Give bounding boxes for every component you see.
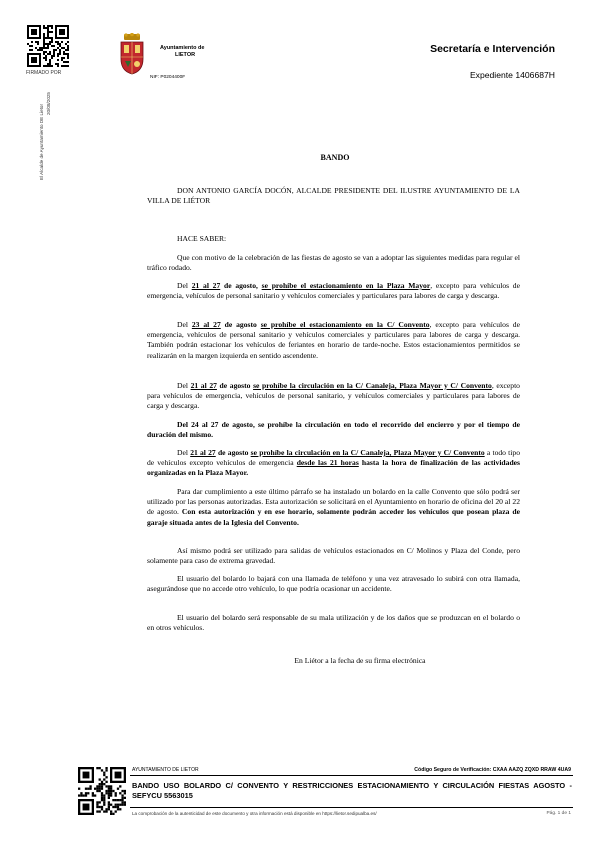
footer-divider-bottom bbox=[130, 807, 573, 808]
footer-divider-top bbox=[130, 775, 573, 776]
p7-b: Con esta autorización y en ese horario, solamente podrán acceder los vehículos que posean plaza de garaje situada antes de la Iglesia del Convento. bbox=[147, 507, 520, 527]
paragraph-7 bbox=[147, 487, 520, 528]
p6-time: desde las 21 horas bbox=[296, 458, 359, 468]
p3-e: , excepto para vehículos de emergencia, vehículos de personal sanitario y vehículos comerciales y particulares para labores de carga y descarga. También podrán estacionar los vehículos de feriantes en horario de tarde-noche. Estos estacionamientos permitidos se realizarán en la margen izquierda en sentido ascendente. bbox=[147, 320, 520, 360]
p3-rule: se prohíbe el estacionamiento en la C/ Convento bbox=[260, 320, 430, 329]
paragraph-1 bbox=[147, 253, 520, 273]
firmado-por-label: FIRMADO POR bbox=[26, 70, 62, 76]
p4-a: Del bbox=[177, 381, 191, 390]
p5-text: Del 24 al 27 de agosto, se prohíbe la circulación en todo el recorrido del encierro y por el tiempo de duración del mismo. bbox=[147, 420, 520, 440]
p6-a: Del bbox=[177, 448, 191, 457]
p3-a: Del bbox=[177, 320, 192, 329]
p9-text: El usuario del bolardo lo bajará con una llamada de teléfono y una vez atravesado lo subirá con otra llamada, asegurándose que no accede otro vehículo, lo que podría ocasionar un accidente. bbox=[147, 574, 520, 594]
hace-saber-block bbox=[147, 234, 520, 244]
p7-a: Para dar cumplimiento a este último párrafo se ha instalado un bolardo en la calle Convento que sólo podrá ser utilizado por las personas autorizadas. Esta autorización se solicitará en el Ayuntamiento en horario de oficina del 20 al 22 de agosto. bbox=[147, 487, 520, 517]
p2-c: de agosto, bbox=[220, 281, 262, 290]
footer-csv: Código Seguro de Verificación: CXAA AAZQ ZQXD RRAW 4UA9 bbox=[414, 767, 571, 773]
p6-c: de agosto bbox=[215, 448, 251, 457]
p4-c: de agosto bbox=[216, 381, 254, 390]
org-name-line2: LIETOR bbox=[175, 52, 196, 58]
paragraph-5 bbox=[147, 420, 520, 440]
p8-text: Así mismo podrá ser utilizado para salidas de vehículos estacionados en C/ Molinos y Plaza del Conde, pero solamente para caso de extrema gravedad. bbox=[147, 546, 520, 566]
footer-subject: BANDO USO BOLARDO C/ CONVENTO Y RESTRICCIONES ESTACIONAMIENTO Y CIRCULACIÓN FIESTAS AGOSTO - SEFYCU 5563015 bbox=[132, 781, 572, 800]
paragraph-4 bbox=[147, 381, 520, 412]
footer-org: AYUNTAMIENTO DE LIETOR bbox=[132, 767, 199, 773]
paragraph-8 bbox=[147, 546, 520, 566]
paragraph-3 bbox=[147, 320, 520, 361]
expediente-number: Expediente 1406687H bbox=[469, 70, 555, 80]
intro-text: DON ANTONIO GARCÍA DOCÓN, ALCALDE PRESIDENTE DEL ILUSTRE AYUNTAMIENTO DE LA VILLA DE LIÉTOR bbox=[147, 186, 520, 206]
paragraph-2 bbox=[147, 281, 520, 301]
p2-a: Del bbox=[177, 281, 192, 290]
intro-paragraph bbox=[147, 186, 520, 206]
p2-dates: 21 al 27 bbox=[191, 281, 221, 290]
org-name-line1: Ayuntamiento de bbox=[160, 45, 205, 51]
signature-date: 20/08/2025 bbox=[46, 92, 51, 115]
p6-e: a todo tipo de vehículos excepto vehículos de emergencia bbox=[147, 448, 520, 468]
hace-saber-label: HACE SABER: bbox=[177, 234, 227, 243]
paragraph-9 bbox=[147, 574, 520, 594]
nif-label: NIF: P0204400F bbox=[150, 75, 186, 80]
p4-dates: 21 al 27 bbox=[190, 381, 217, 390]
signature-qr-code bbox=[27, 25, 69, 67]
p6-rule: se prohíbe la circulación en la C/ Canaleja, Plaza Mayor y C/ Convento bbox=[250, 448, 485, 457]
coat-of-arms-logo bbox=[118, 33, 146, 75]
p4-e: , excepto para vehículos de emergencia, vehículos de personal sanitario, y vehículos comerciales y particulares para labores de carga y descarga. bbox=[147, 381, 520, 411]
p3-c: de agosto bbox=[220, 320, 261, 329]
footer-verify-link[interactable]: La comprobación de la autenticidad de este documento y otra información está disponible en https://lietor.sedipualba.es/ bbox=[132, 811, 377, 816]
p4-rule: se prohíbe la circulación en la C/ Canaleja, Plaza Mayor y C/ Convento bbox=[253, 381, 492, 390]
paragraph-10 bbox=[147, 613, 520, 633]
p2-e: , excepto para vehículos de emergencia, vehículos de personal sanitario y vehículos comerciales y particulares para labores de carga y descarga. bbox=[147, 281, 520, 301]
footer-qr-code bbox=[78, 767, 126, 815]
p3-dates: 23 al 27 bbox=[191, 320, 221, 329]
p6-g: hasta la hora de finalización de las actividades organizadas en la Plaza Mayor. bbox=[147, 458, 520, 478]
p1-text: Que con motivo de la celebración de las fiestas de agosto se van a adoptar las siguientes medidas para regular el tráfico rodado. bbox=[147, 253, 520, 273]
signer-name: El Alcalde de Ayuntamiento DE Lietor bbox=[39, 103, 44, 180]
paragraph-6 bbox=[147, 448, 520, 479]
document-title: BANDO bbox=[320, 153, 350, 162]
footer-page-number: Pág. 1 de 1 bbox=[546, 811, 571, 816]
closing-line: En Liétor a la fecha de su firma electrónica bbox=[294, 656, 426, 665]
department-title: Secretaría e Intervención bbox=[430, 43, 555, 55]
p2-rule: se prohíbe el estacionamiento en la Plaza Mayor bbox=[261, 281, 431, 290]
p10-text: El usuario del bolardo será responsable de su mala utilización y de los daños que se produzcan en el bolardo o en otros vehículos. bbox=[147, 613, 520, 633]
p6-dates: 21 al 27 bbox=[190, 448, 216, 457]
